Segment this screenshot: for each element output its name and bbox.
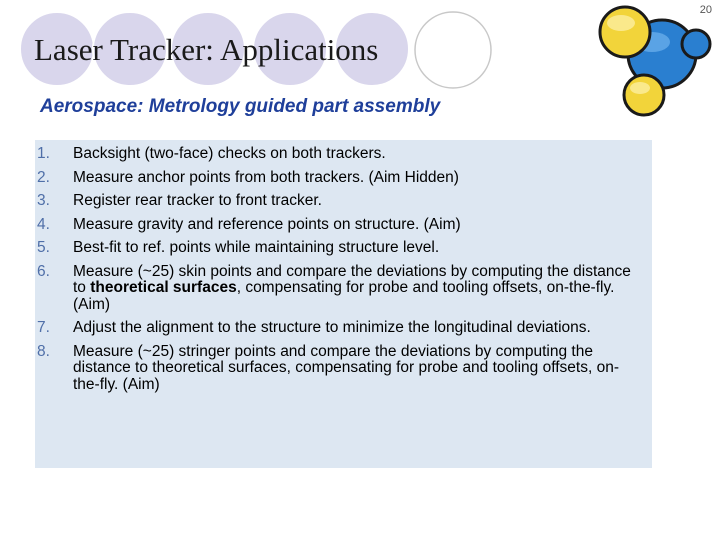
slide-subtitle: Aerospace: Metrology guided part assembly	[40, 96, 441, 117]
step-text: Backsight (two-face) checks on both trackers.	[73, 145, 386, 162]
step-text: Measure (~25) stringer points and compare the deviations by computing the distance to theoretical surfaces, compensating for probe and tooling offsets, on-the-fly. (Aim)	[73, 342, 619, 393]
step-text-part: , compensating for probe and tooling offsets, on-the-fly. (Aim)	[73, 279, 615, 313]
list-item	[35, 264, 652, 314]
step-text: Best-fit to ref. points while maintaining structure level.	[73, 239, 440, 256]
step-text: Register rear tracker to front tracker.	[73, 192, 322, 209]
list-item	[35, 193, 652, 210]
list-item	[35, 170, 652, 187]
step-text-part: Measure (~25) skin points and compare the deviations by computing the distance to	[73, 262, 631, 296]
page-number: 20	[699, 4, 712, 16]
step-number: 1.	[37, 145, 50, 162]
step-number: 7.	[37, 319, 50, 336]
content-panel	[35, 140, 652, 468]
title-circle-outline	[415, 12, 491, 88]
step-text-bold-term: theoretical surfaces	[90, 279, 237, 296]
list-item	[35, 217, 652, 234]
step-number: 4.	[37, 215, 50, 233]
slide-title: Laser Tracker: Applications	[34, 32, 379, 67]
list-item	[35, 240, 652, 257]
list-item	[35, 146, 652, 163]
step-text: Measure anchor points from both trackers. (Aim Hidden)	[73, 168, 459, 186]
step-text: Measure gravity and reference points on structure. (Aim)	[73, 215, 461, 233]
step-number: 3.	[37, 192, 50, 209]
list-item	[35, 344, 652, 394]
step-number: 2.	[37, 168, 50, 186]
step-number: 5.	[37, 239, 50, 256]
step-text: Adjust the alignment to the structure to minimize the longitudinal deviations.	[73, 319, 591, 336]
steps-list	[35, 140, 652, 393]
molecule-logo-icon	[592, 2, 720, 120]
list-item	[35, 320, 652, 337]
step-text	[73, 264, 652, 314]
step-number: 6.	[37, 262, 50, 280]
step-number: 8.	[37, 342, 50, 360]
